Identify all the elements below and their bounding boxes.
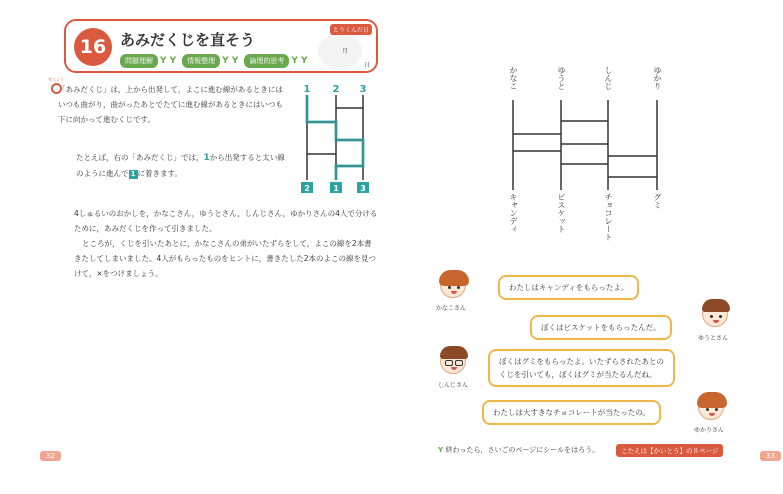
- eye: [448, 286, 451, 289]
- example-amida-diagram: [296, 82, 376, 194]
- lesson-number: 16: [74, 28, 112, 66]
- eye: [719, 315, 722, 318]
- progress-item: [120, 54, 176, 68]
- date-label: とりくんだ日: [330, 24, 372, 35]
- date-month: 月: [342, 48, 349, 55]
- yukari-avatar: [698, 394, 724, 420]
- mouth: [709, 413, 715, 416]
- example-text-a: たとえば，右の「あみだくじ」では，: [76, 153, 204, 162]
- glasses: [445, 360, 453, 366]
- speaker-name: かなこさん: [436, 305, 467, 312]
- name-label: しんじ: [604, 66, 613, 90]
- name-label: かなこ: [509, 66, 518, 90]
- mouth: [451, 367, 457, 370]
- sprout-icon: Y Y: [160, 56, 177, 66]
- hair: [440, 346, 468, 359]
- problem-text-1: 4しゅるいのおかしを，かなこさん，ゆうとさん，しんじさん，ゆかりさんの4人で分けるために，あみだくじを作って引きました。: [74, 209, 378, 233]
- progress-item: [244, 54, 307, 68]
- speaker-name: しんじさん: [438, 382, 469, 389]
- glasses: [455, 360, 463, 366]
- eye: [457, 286, 460, 289]
- kanako-avatar: [440, 272, 466, 298]
- eye: [706, 408, 709, 411]
- mouth: [451, 291, 457, 294]
- intro-paragraph: 「あみだくじ」は，上から出発して，よこに進む線があるときにはいつも曲がり，曲がったあとでたてに進む線があるときにはいつも下に向かって進むくじです。: [58, 85, 283, 124]
- example-bottom-label: 2: [304, 184, 310, 193]
- hair: [702, 299, 730, 312]
- speaker-name: ゆうとさん: [698, 335, 729, 342]
- speaker-name: ゆかりさん: [694, 427, 725, 434]
- speech-line: くじを引いても，ぼくはグミが当たるんだね。: [499, 370, 657, 379]
- hair: [439, 270, 469, 286]
- date-day: 日: [364, 62, 371, 69]
- example-start-number: 1: [203, 153, 210, 163]
- speech-bubble: [488, 349, 675, 387]
- example-paragraph: [76, 150, 286, 181]
- left-page: [0, 0, 391, 494]
- page-number: 33: [760, 451, 781, 461]
- name-label: ゆかり: [653, 66, 662, 90]
- sticker-note: [438, 445, 599, 455]
- example-top-label: 2: [332, 84, 340, 95]
- speech-bubble: ぼくはビスケットをもらったんだ。: [530, 315, 672, 340]
- mouth: [713, 320, 719, 323]
- sprout-icon: Y Y: [222, 56, 239, 66]
- example-text-b: から出発すると太い線のように進んで: [76, 153, 285, 178]
- answer-reference: こたえは【かいとう】の８ページ: [616, 444, 723, 457]
- page-number: 32: [40, 451, 61, 461]
- progress-badges: [120, 54, 308, 68]
- example-end-box: 1: [129, 170, 138, 179]
- hair: [697, 392, 727, 408]
- progress-badge: 問題理解: [120, 54, 158, 68]
- prize-label: キャンディ: [509, 193, 518, 233]
- right-page: [392, 0, 783, 494]
- speech-bubble: わたしは大すきなチョコレートが当たったの。: [482, 400, 661, 425]
- example-bottom-label: 3: [360, 184, 366, 193]
- date-circle: [318, 33, 362, 69]
- main-amida-diagram: [502, 100, 672, 192]
- prize-label: チョコレート: [604, 193, 613, 241]
- prize-label: ビスケット: [557, 193, 566, 233]
- example-bottom-label: 1: [333, 184, 339, 193]
- date-box: [324, 24, 372, 69]
- eye: [715, 408, 718, 411]
- example-top-label: 3: [359, 84, 367, 95]
- lesson-header: [64, 19, 378, 73]
- sprout-icon: Y Y: [291, 56, 308, 66]
- problem-paragraph: [74, 206, 379, 281]
- eye: [710, 315, 713, 318]
- shinji-avatar: [440, 348, 466, 374]
- speech-bubble: わたしはキャンディをもらったよ。: [498, 275, 639, 300]
- prize-label: グミ: [653, 193, 662, 209]
- example-top-label: 1: [303, 84, 311, 95]
- progress-badge: 情報整理: [182, 54, 220, 68]
- speech-line: ぼくはグミをもらったよ。いたずらされたあとの: [499, 357, 664, 366]
- lesson-title: あみだくじを直そう: [120, 31, 256, 49]
- example-text-c: に着きます。: [137, 169, 182, 178]
- name-label: ゆうと: [557, 66, 566, 90]
- problem-text-2: ところが，くじを引いたあとに，かなこさんの弟がいたずらをして，よこの線を2本書きたしてしまいました。4人がもらったものをヒントに，書きたした2本のよこの線を見つけて，×をつけましょう。: [74, 239, 377, 278]
- think-label: 考えよう: [48, 77, 64, 82]
- progress-badge: 論理的思考: [244, 54, 289, 68]
- sprout-icon: Y: [438, 446, 446, 454]
- progress-item: [182, 54, 238, 68]
- sticker-note-text: 終わったら，さいごのページにシールをはろう。: [445, 446, 600, 454]
- yuto-avatar: [702, 301, 728, 327]
